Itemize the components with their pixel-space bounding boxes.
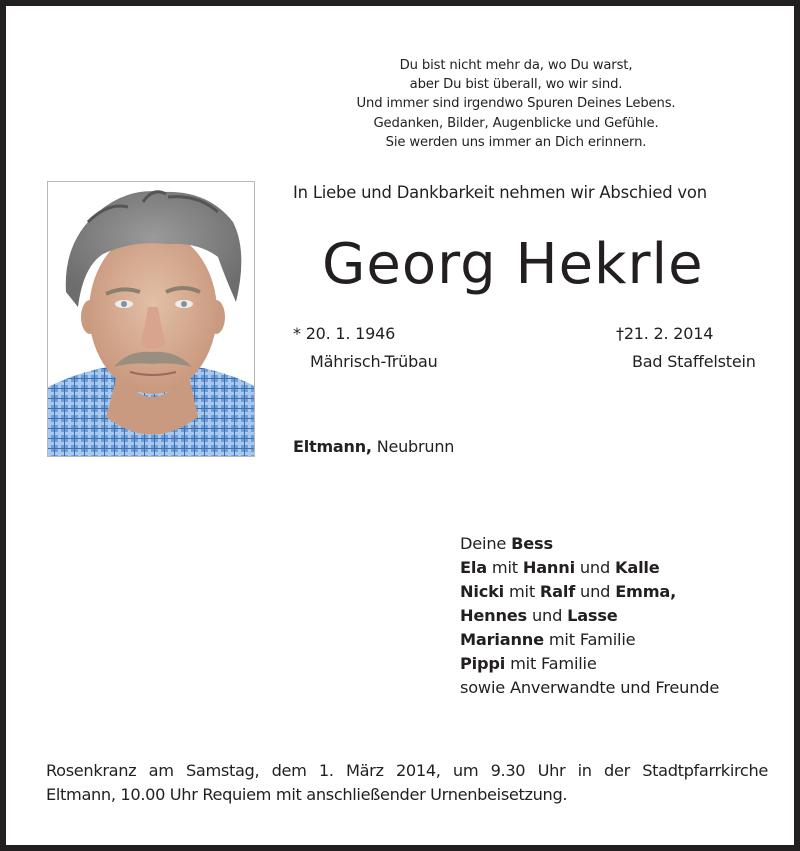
location [293,437,454,456]
mourner-name: Hennes [460,606,527,625]
mourner-name: Kalle [615,558,660,577]
mourner-name: Bess [511,534,553,553]
mourners-list [460,532,719,700]
mourner-name: Emma, [615,582,677,601]
death-place: Bad Staffelstein [632,352,756,371]
service-info [46,759,768,807]
mourner-name: Ela [460,558,487,577]
mourner-line [460,676,719,700]
portrait-photo [47,181,255,457]
poem-line: Und immer sind irgendwo Spuren Deines Lebens. [356,96,676,112]
mourner-text: sowie Anverwandte und Freunde [460,678,720,697]
birth-info [293,324,395,343]
poem [306,56,726,152]
mourner-text: mit Familie [543,630,636,649]
birth-date: 20. 1. 1946 [305,324,396,343]
death-date: 21. 2. 2014 [623,324,714,343]
mourner-line [460,556,719,580]
location-secondary: Neubrunn [376,437,455,456]
service-line-2: Eltmann, 10.00 Uhr Requiem mit anschließender Urnenbeisetzung. [46,785,568,804]
death-symbol: † [616,324,624,343]
mourner-name: Nicki [460,582,505,601]
service-line-1: Rosenkranz am Samstag, dem 1. März 2014, um 9.30 Uhr in der Stadtpfarrkirche [46,761,768,780]
portrait-image [48,182,255,457]
birth-symbol: * [293,324,301,343]
mourner-line [460,580,719,604]
location-primary: Eltmann, [293,437,372,456]
mourner-text: mit [504,582,540,601]
mourner-text: und [575,582,616,601]
mourner-text: mit [486,558,523,577]
mourner-text: mit Familie [505,654,597,673]
poem-line: Du bist nicht mehr da, wo Du warst, [399,58,633,73]
intro-text: In Liebe und Dankbarkeit nehmen wir Abschied von [293,183,707,202]
mourner-line [460,532,719,556]
mourner-text: und [527,606,568,625]
mourner-text: Deine [460,534,512,553]
poem-line: Gedanken, Bilder, Augenblicke und Gefühle. [373,115,659,131]
mourner-name: Ralf [539,582,576,601]
birth-place: Mährisch-Trübau [310,352,438,371]
mourner-text: und [574,558,616,577]
mourner-name: Lasse [567,606,618,625]
mourner-name: Hanni [522,558,575,577]
mourner-name: Pippi [460,654,506,673]
mourner-line [460,652,719,676]
deceased-name: Georg Hekrle [322,232,704,297]
mourner-line [460,628,719,652]
mourner-name: Marianne [460,630,544,649]
mourner-line [460,604,719,628]
poem-line: Sie werden uns immer an Dich erinnern. [385,134,647,150]
poem-line: aber Du bist überall, wo wir sind. [409,77,623,93]
death-info [616,324,713,343]
